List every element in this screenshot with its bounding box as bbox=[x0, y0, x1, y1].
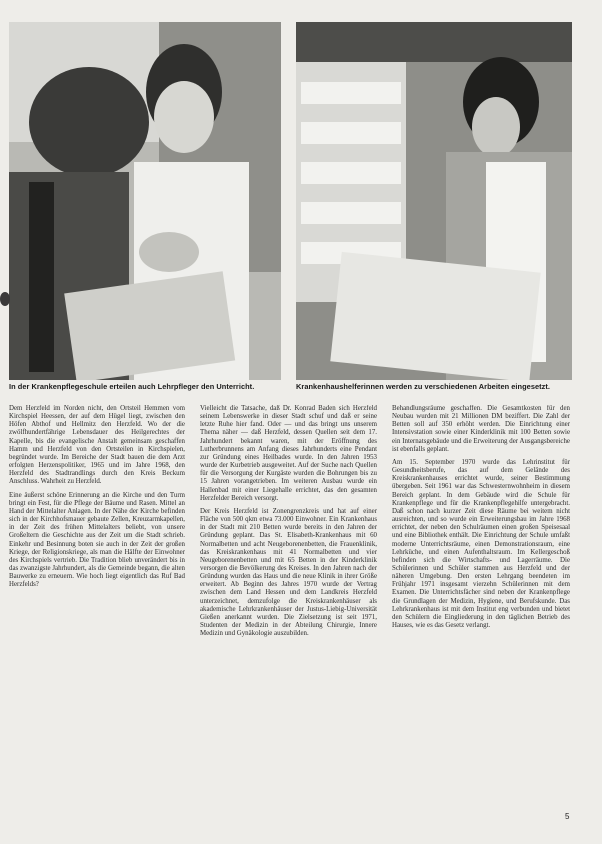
paragraph: Vielleicht die Tatsache, daß Dr. Konrad Baden sich Herzfeld seinem Lebenswerke in dieser Stadt schuf und daß er seine letzte Ruhe hier fand. Oder — und das bringt uns unserem Thema näher — daß Herzfeld, dessen Quellen seit dem 17. Jahrhundert bekannt waren, mit der Eröffnung des Lutherbrunnens am Anfang dieses Jahrhunderts eine Pendant zur Gründung eines Heilbades wurde. In den Jahren 1953 wurde der Kurbetrieb ausgeweitet. Auf der Suche nach Quellen für die Versorgung der Kurgäste wurden die Bohrungen bis zu 15 Jahren vorangetrieben. Im weiteren Ausbau wurde ein Hallenbad mit einer Liegehalle errichtet, das den gesamten Herzfelder Bereich versorgt. bbox=[200, 405, 377, 502]
paragraph: Der Kreis Herzfeld ist Zonengrenzkreis und hat auf einer Fläche von 500 qkm etwa 73.000 Einwohner. Ein Krankenhaus in der Stadt mit 210 Betten wurde bereits in den Jahren der Gründung geplant. Das St. Elisabeth-Krankenhaus mit 60 Normalbetten und acht Neugeborenenbetten, die Frauenklinik, das Kreiskrankenhaus mit 41 Normalbetten und vier Neugeborenenbetten und mit 65 Betten in der Kinderklinik versorgen die Bevölkerung des Kreises. In den Jahren nach der Gründung wurden das Haus und die neue Klinik in ihrer Größe erweitert. Ab Beginn des Jahres 1970 wurde der Vertrag zwischen dem Land Hessen und dem Landkreis Herzfeld unterzeichnet, demzufolge die Kreiskrankenhäuser als akademische Lehrkrankenhäuser der Justus-Liebig-Universität Gießen anerkannt wurden. Die Zielsetzung ist seit 1971, Studenten der Medizin in der Abteilung Chirurgie, Innere Medizin und Gynäkologie auszubilden. bbox=[200, 507, 377, 638]
text-column-3 bbox=[392, 405, 570, 805]
text-column-2 bbox=[200, 405, 377, 805]
page-number: 5 bbox=[565, 812, 570, 821]
paragraph: Eine äußerst schöne Erinnerung an die Kirche und den Turm bringt ein Fest, für die Pflege der Bäume und Rasen. Mittel an Hand der Mittelalter Anlagen. In der Nähe der Kirche befinden sich in der Kirchhofsmauer gebaute Zellen, Kreuzarmkapellen, in der Zeit des frühen Mittelalters beliebt, von unsere Großeltern die Geschichte aus der Zeit um die Stadt schrieb. Einkehr und Besinnung boten sie auch in der Zeit der großen Kriege, der Religionskriege, als man die Hälfte der Einwohner des Kirchspiels vertrieb. Die Tradition blieb unverändert bis in das zwanzigste Jahrhundert, als die Gemeinde begann, die alten Bauwerke zu erneuern. Wie hoch liegt eigentlich das Ruf Bad Herzfelds? bbox=[9, 491, 185, 589]
paragraph: Dem Herzfeld im Norden nicht, den Ortsteil Hemmen vom Kirchspiel Heessen, der auf dem Hügel liegt, zwischen den Höfen Abthof und Hellmitz den Herzfeld. Wo der die zwölfhundertfährige Lebensdauer des Heilgerechtes der Kapelle, bis die evangelische Anstalt gemeinsam geschaffen Hamm und Herzfeld von den Ortsteilen in Kirchspielen, begründet wurde. Im Bereiche der Stadt bauen die dem Arzt erfolgten Herzenspolitiker, 1965 und im Jahre 1968, den Herzfeld des Stadtrandlings durch den Kreis Beckum Anschluss. Wahrheit zu Herzfeld. bbox=[9, 405, 185, 486]
caption-right: Krankenhaushelferinnen werden zu verschiedenen Arbeiten eingesetzt. bbox=[296, 382, 551, 391]
photo-nursing-school-lesson bbox=[9, 22, 281, 380]
paragraph: Behandlungsräume geschaffen. Die Gesamtkosten für den Neubau wurden mit 21 Millionen DM beziffert. Die Zahl der Betten soll auf 350 erhöht werden. Die Einrichtung einer Intensivstation sowie einer Kinderklinik mit 100 Betten sowie ein Internatsgebäude und die Erweiterung der Ausgangsbereiche ist ebenfalls geplant. bbox=[392, 405, 570, 453]
photo-left-illustration bbox=[9, 22, 281, 380]
text-column-1 bbox=[9, 405, 185, 805]
caption-left: In der Krankenpflegeschule erteilen auch Lehrpfleger den Unterricht. bbox=[9, 382, 255, 391]
paragraph: Am 15. September 1970 wurde das Lehrinstitut für Gesundheitsberufe, das auf dem Gelände des Kreiskrankenhauses errichtet wurde, seiner Bestimmung übergeben. Seit 1961 war das Schwesternwohnheim in diesem Bereich geplant. In dem Gebäude wird die Schule für Krankenpflege und für die Krankenpflegehilfe untergebracht. Daß schon nach kurzer Zeit diese Räume bei weitem nicht ausreichten, und so wurde ein Erweiterungsbau im Jahre 1968 errichtet, der neben den Schulräumen einen großen Speisesaal und eine Bibliothek enthält. Die Einrichtung der Schule umfaßt moderne Unterrichtsräume, einen Demonstrationsraum, eine Lehrküche, und einen Aufenthaltsraum. Im Kellergeschoß befinden sich die Wirtschafts- und Lagerräume. Die Schülerinnen und Schüler stammen aus Herzfeld und der näheren Umgebung. Den ersten Lehrgang beendeten im Frühjahr 1971 insgesamt vierzehn Schülerinnen mit dem Examen. Die Unterrichtsfächer sind neben der Krankenpflege die Grundlagen der Medizin, Hygiene, und Berufskunde. Das Lehrkrankenhaus ist mit dem Institut eng verbunden und bietet den Schülern die Eingliederung in den täglichen Betrieb des Hauses, wie es das Gesetz verlangt. bbox=[392, 458, 570, 630]
binding-hole-mark bbox=[0, 292, 10, 306]
photo-hospital-aides-working bbox=[296, 22, 572, 380]
photo-right-illustration bbox=[296, 22, 572, 380]
